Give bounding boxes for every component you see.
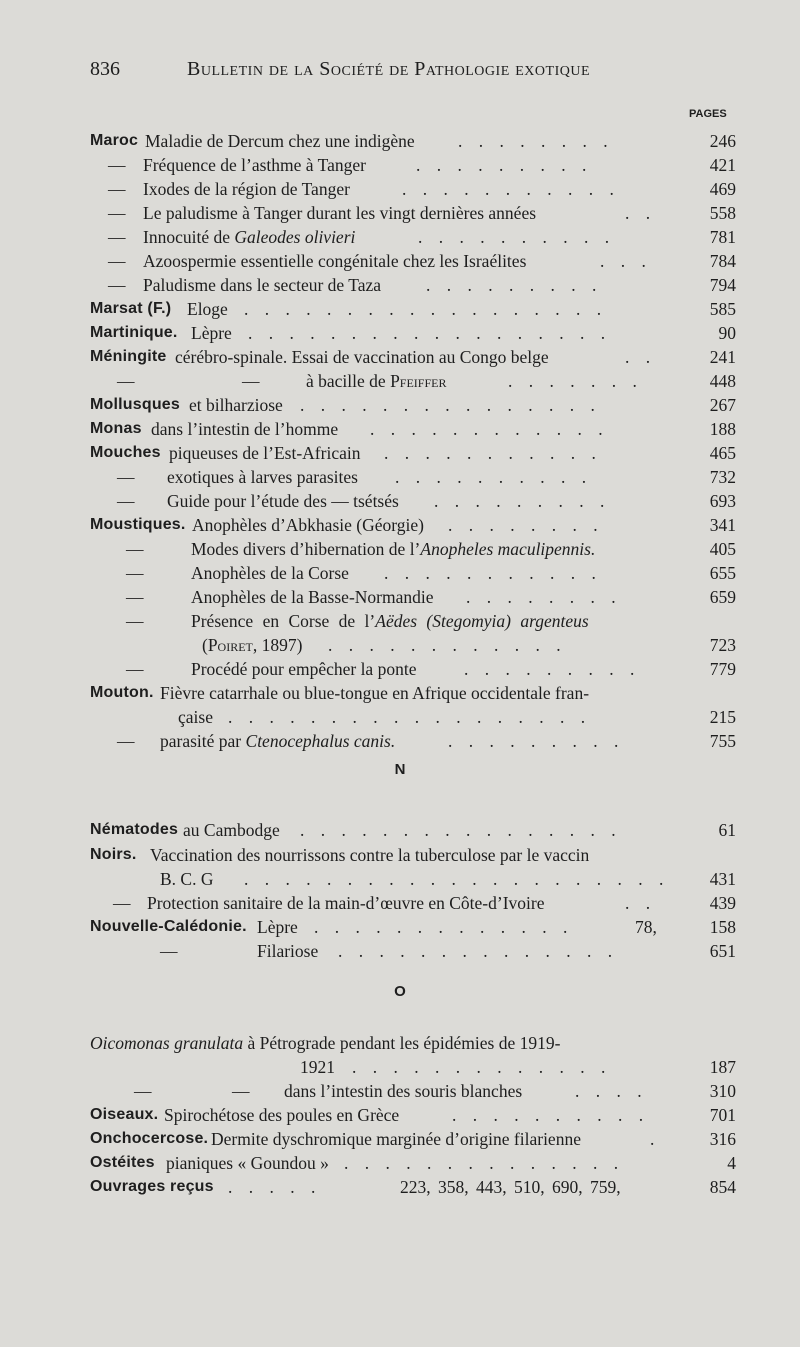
ditto-dash: — [134, 1081, 152, 1101]
page-ref: 310 [709, 1081, 736, 1101]
index-entry [0, 297, 800, 321]
index-entry [0, 657, 800, 681]
index-entry [0, 939, 800, 963]
index-entry [0, 561, 800, 585]
ditto-dash: — [160, 941, 178, 961]
index-entry [0, 321, 800, 345]
species-name: Aëdes (Stegomyia) argenteus [375, 611, 589, 631]
dot-leader: . . [625, 893, 657, 913]
entry-text: exotiques à larves parasites [167, 467, 358, 487]
index-entry [0, 393, 800, 417]
entry-text: Dermite dyschromique marginée d’origine filarienne [211, 1129, 581, 1149]
entry-text: au Cambodge [183, 820, 280, 840]
ditto-dash: — [242, 371, 260, 391]
ditto-dash: — [108, 203, 126, 223]
index-entry [0, 345, 800, 369]
index-entry [0, 609, 800, 633]
entry-text: dans l’intestin de l’homme [151, 419, 339, 439]
index-entry [0, 729, 800, 753]
index-entry [0, 201, 800, 225]
page-ref: 448 [709, 371, 736, 391]
dot-leader: . . . . . . . . . . . . . . . . . . [244, 299, 608, 319]
entry-text: Fréquence de l’asthme à Tanger [143, 155, 366, 175]
page-ref: 341 [709, 515, 736, 535]
entry-keyword: Méningite [90, 348, 167, 365]
journal-title: Bulletin de la Société de Pathologie exotique [187, 58, 591, 80]
page-ref: 732 [709, 467, 736, 487]
entry-keyword: Ostéites [90, 1154, 155, 1171]
entry-text: Lèpre [257, 917, 298, 937]
page-ref: 794 [709, 275, 736, 295]
entry-text: Maladie de Dercum chez une indigène [145, 131, 415, 151]
page-ref-secondary: 78, [635, 917, 657, 937]
page-ref: 693 [709, 491, 736, 511]
entry-text: Ixodes de la région de Tanger [143, 179, 350, 199]
index-entry [0, 129, 800, 153]
index-entry [0, 681, 800, 705]
index-entry [0, 1151, 800, 1175]
dot-leader: . . . . [575, 1081, 648, 1101]
page-ref: 723 [709, 635, 736, 655]
dot-leader: . . . . . . . [508, 371, 643, 391]
page-ref: 781 [709, 227, 736, 247]
index-entry [0, 513, 800, 537]
entry-text: et bilharziose [189, 395, 283, 415]
entry-text: Anophèles de la Basse-Normandie [191, 587, 434, 607]
index-entry [0, 585, 800, 609]
index-entry [0, 249, 800, 273]
page-ref: 439 [709, 893, 736, 913]
index-entry [0, 1055, 800, 1079]
index-entry [0, 441, 800, 465]
entry-text: Protection sanitaire de la main-d’œuvre en Côte-d’Ivoire [147, 893, 545, 913]
dot-leader: . . . . . . . . . . . [384, 563, 602, 583]
ditto-dash: — [108, 251, 126, 271]
page-ref: 558 [709, 203, 736, 223]
entry-keyword: Ouvrages reçus [90, 1178, 214, 1195]
dot-leader: . . [625, 347, 657, 367]
ditto-dash: — [108, 179, 126, 199]
index-entry [0, 1031, 800, 1055]
ditto-dash: — [108, 227, 126, 247]
page-ref: 316 [709, 1129, 736, 1149]
dot-leader: . . . . . . . . . . . . . . . . . . . . . [244, 869, 670, 889]
index-entry [0, 1079, 800, 1103]
ditto-dash: — [117, 731, 135, 751]
dot-leader: . . [625, 203, 657, 223]
entry-text: Azoospermie essentielle congénitale chez les Israélites [143, 251, 527, 271]
entry-keyword: Oiseaux. [90, 1106, 159, 1123]
index-entry [0, 417, 800, 441]
dot-leader: . . . . . . . . . . . . . [314, 917, 574, 937]
entry-text: , 1897) [252, 635, 303, 655]
page-ref: 61 [718, 820, 736, 840]
dot-leader: . [650, 1129, 661, 1149]
index-entry [0, 153, 800, 177]
dot-leader: . . . [600, 251, 652, 271]
dot-leader: . . . . . . . . . . . . [328, 635, 567, 655]
index-entry [0, 465, 800, 489]
index-entry [0, 891, 800, 915]
index-entry [0, 225, 800, 249]
page-ref: 241 [709, 347, 736, 367]
ditto-dash: — [108, 155, 126, 175]
page-ref: 651 [709, 941, 736, 961]
entry-text: cérébro-spinale. Essai de vaccination au Congo belge [175, 347, 549, 367]
species-name: Oicomonas granulata [90, 1033, 244, 1053]
entry-keyword: Monas [90, 420, 142, 437]
dot-leader: . . . . . . . . . . [395, 467, 593, 487]
species-name: Ctenocephalus canis. [245, 731, 396, 751]
ditto-dash: — [117, 491, 135, 511]
ditto-dash: — [117, 467, 135, 487]
page-ref: 187 [709, 1057, 736, 1077]
entry-keyword: Nouvelle-Calédonie. [90, 918, 247, 935]
entry-text: B. C. G [160, 869, 214, 889]
entry-text: Paludisme dans le secteur de Taza [143, 275, 382, 295]
ditto-dash: — [126, 539, 144, 559]
ditto-dash: — [113, 893, 131, 913]
entry-text: à bacille de [306, 371, 391, 391]
dot-leader: . . . . . . . . . . . [384, 443, 602, 463]
dot-leader: . . . . . . . . . . . . . . . . [300, 820, 622, 840]
index-entry [0, 369, 800, 393]
page-number: 836 [90, 58, 120, 80]
dot-leader: . . . . . [228, 1177, 322, 1197]
species-name: Anopheles maculipennis. [420, 539, 596, 559]
index-entry [0, 177, 800, 201]
page-ref: 158 [709, 917, 736, 937]
dot-leader: . . . . . . . . [466, 587, 622, 607]
entry-text: Fièvre catarrhale ou blue-tongue en Afrique occidentale fran- [160, 683, 590, 703]
ditto-dash: — [126, 611, 144, 631]
entry-text: Anophèles d’Abkhasie (Géorgie) [192, 515, 424, 535]
dot-leader: . . . . . . . . . . . . . [352, 1057, 612, 1077]
dot-leader: . . . . . . . . [458, 131, 614, 151]
page-ref: 267 [709, 395, 736, 415]
page-ref: 215 [709, 707, 736, 727]
entry-text: Présence en Corse de l’ [191, 611, 376, 631]
dot-leader: . . . . . . . . . [464, 659, 641, 679]
page-ref: 405 [709, 539, 736, 559]
entry-keyword: Noirs. [90, 846, 137, 863]
ditto-dash: — [126, 587, 144, 607]
index-entry [0, 1103, 800, 1127]
page-ref: 421 [709, 155, 736, 175]
index-entry [0, 843, 800, 867]
dot-leader: . . . . . . . . . [448, 731, 625, 751]
dot-leader: . . . . . . . . . . . . . . . [300, 395, 601, 415]
dot-leader: . . . . . . . . . . . . [370, 419, 609, 439]
entry-text: Eloge [187, 299, 228, 319]
entry-keyword: Onchocercose. [90, 1130, 209, 1147]
entry-text: parasité par [160, 731, 246, 751]
entry-keyword: Mouton. [90, 684, 154, 701]
page-ref: 585 [709, 299, 736, 319]
dot-leader: . . . . . . . . . . . . . . [338, 941, 619, 961]
dot-leader: . . . . . . . . . . . [402, 179, 620, 199]
page-ref: 701 [709, 1105, 736, 1125]
page-ref: 779 [709, 659, 736, 679]
entry-keyword: Mollusques [90, 396, 181, 413]
ditto-dash: — [232, 1081, 250, 1101]
entry-text: Le paludisme à Tanger durant les vingt dernières années [143, 203, 537, 223]
author-name: Poiret [207, 635, 253, 655]
dot-leader: . . . . . . . . . . [418, 227, 616, 247]
dot-leader: . . . . . . . . . . . . . . . . . . [228, 707, 592, 727]
entry-text: Vaccination des nourrissons contre la tuberculose par le vaccin [150, 845, 590, 865]
ditto-dash: — [117, 371, 135, 391]
dot-leader: . . . . . . . . . [426, 275, 603, 295]
ditto-dash: — [126, 563, 144, 583]
page-ref: 755 [709, 731, 736, 751]
page-ref: 188 [709, 419, 736, 439]
dot-leader: . . . . . . . . . [416, 155, 593, 175]
entry-keyword: Mouches [90, 444, 161, 461]
dot-leader: . . . . . . . . . . . . . . [344, 1153, 625, 1173]
dot-leader: . . . . . . . . . [434, 491, 611, 511]
page-ref: 465 [709, 443, 736, 463]
entry-keyword: Moustiques. [90, 516, 186, 533]
entry-text: Anophèles de la Corse [191, 563, 349, 583]
page-ref: 469 [709, 179, 736, 199]
section-letter-n: N [394, 761, 406, 778]
entry-keyword: Martinique. [90, 324, 178, 341]
index-entry [0, 537, 800, 561]
entry-text: 1921 [300, 1057, 335, 1077]
page-ref: 90 [718, 323, 736, 343]
entry-keyword: Maroc [90, 132, 139, 149]
entry-text: pianiques « Goundou » [166, 1153, 329, 1173]
index-entry [0, 489, 800, 513]
page-ref: 659 [709, 587, 736, 607]
page-ref: 4 [727, 1153, 736, 1173]
pages-column-label: PAGES [689, 108, 727, 120]
ditto-dash: — [126, 659, 144, 679]
entry-text: Guide pour l’étude des — tsétsés [167, 491, 399, 511]
index-entry [0, 633, 800, 657]
dot-leader: . . . . . . . . [448, 515, 604, 535]
entry-text: ( [202, 635, 208, 655]
page-ref: 784 [709, 251, 736, 271]
entry-text: Filariose [257, 941, 319, 961]
index-entry [0, 705, 800, 729]
entry-text: çaise [178, 707, 213, 727]
dot-leader: . . . . . . . . . . . . . . . . . . [248, 323, 612, 343]
page-ref: 655 [709, 563, 736, 583]
page-ref: 854 [709, 1177, 736, 1197]
entry-text: piqueuses de l’Est-Africain [169, 443, 361, 463]
page-ref-list: 223, 358, 443, 510, 690, 759, [400, 1177, 621, 1197]
entry-text: dans l’intestin des souris blanches [284, 1081, 523, 1101]
index-entry [0, 1175, 800, 1199]
entry-keyword: Marsat (F.) [90, 300, 172, 317]
entry-text: Lèpre [191, 323, 232, 343]
index-entry [0, 818, 800, 842]
entry-text: à Pétrograde pendant les épidémies de 1919- [243, 1033, 561, 1053]
index-entry [0, 915, 800, 939]
ditto-dash: — [108, 275, 126, 295]
page-ref: 431 [709, 869, 736, 889]
entry-keyword: Nématodes [90, 821, 179, 838]
entry-text: Modes divers d’hibernation de l’ [191, 539, 421, 559]
index-entry [0, 273, 800, 297]
species-name: Galeodes olivieri [234, 227, 356, 247]
entry-text: Innocuité de [143, 227, 235, 247]
page-ref: 246 [709, 131, 736, 151]
dot-leader: . . . . . . . . . . [452, 1105, 650, 1125]
section-letter-o: O [394, 983, 406, 1000]
author-name: Pfeiffer [390, 371, 447, 391]
entry-text: Spirochétose des poules en Grèce [164, 1105, 400, 1125]
index-entry [0, 1127, 800, 1151]
index-entry [0, 867, 800, 891]
entry-text: Procédé pour empêcher la ponte [191, 659, 417, 679]
